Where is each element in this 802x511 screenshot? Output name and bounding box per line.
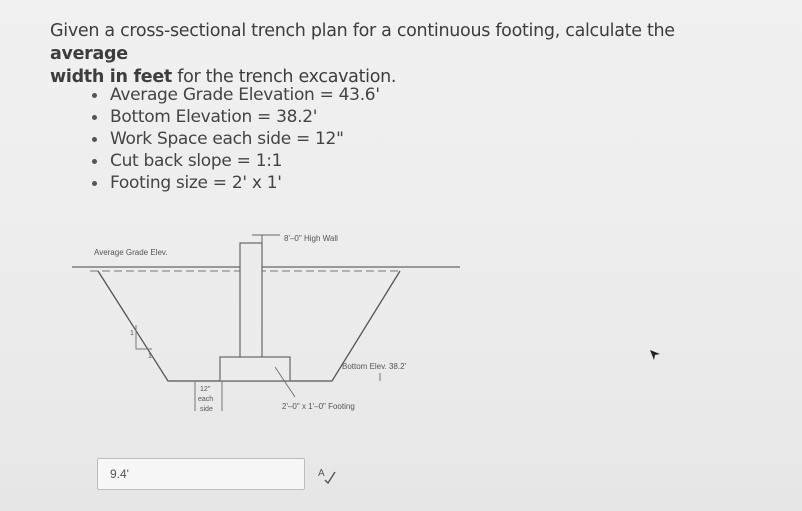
workspace-label-each: each <box>198 396 214 403</box>
workspace-label-12: 12" <box>200 386 211 393</box>
question-suffix: for the trench excavation. <box>171 67 397 87</box>
list-item: Cut back slope = 1:1 <box>92 150 380 172</box>
footing-size-label: 2'–0" x 1'–0" Footing <box>282 402 355 411</box>
slope-h-label: 1 <box>148 353 152 360</box>
footing <box>220 357 290 381</box>
list-item: Bottom Elevation = 38.2' <box>92 106 380 128</box>
answer-input[interactable] <box>97 458 305 490</box>
workspace-label-side: side <box>200 406 213 413</box>
wall-height-label: 8'–0" High Wall <box>284 234 338 243</box>
bottom-elevation-label: Bottom Elev. 38.2' <box>342 362 407 371</box>
slope-indicator <box>136 325 152 349</box>
wall <box>240 243 262 361</box>
question-text <box>50 20 750 89</box>
question-emphasis-width: width in feet <box>50 67 172 87</box>
list-item: Average Grade Elevation = 43.6' <box>92 84 380 106</box>
mouse-cursor-icon <box>648 348 662 362</box>
question-prefix: Given a cross-sectional trench plan for a continuous footing, calculate the <box>50 21 675 41</box>
slope-v-label: 1 <box>130 330 134 337</box>
question-emphasis-average: average <box>50 44 128 64</box>
answer-value: 9.4' <box>110 467 129 481</box>
list-item: Footing size = 2' x 1' <box>92 172 380 194</box>
trench-cross-section-diagram <box>70 225 470 435</box>
spellcheck-icon[interactable] <box>317 466 339 484</box>
given-values-list <box>92 84 380 194</box>
list-item: Work Space each side = 12" <box>92 128 380 150</box>
grade-elevation-label: Average Grade Elev. <box>94 248 168 257</box>
svg-text:A: A <box>318 468 325 479</box>
